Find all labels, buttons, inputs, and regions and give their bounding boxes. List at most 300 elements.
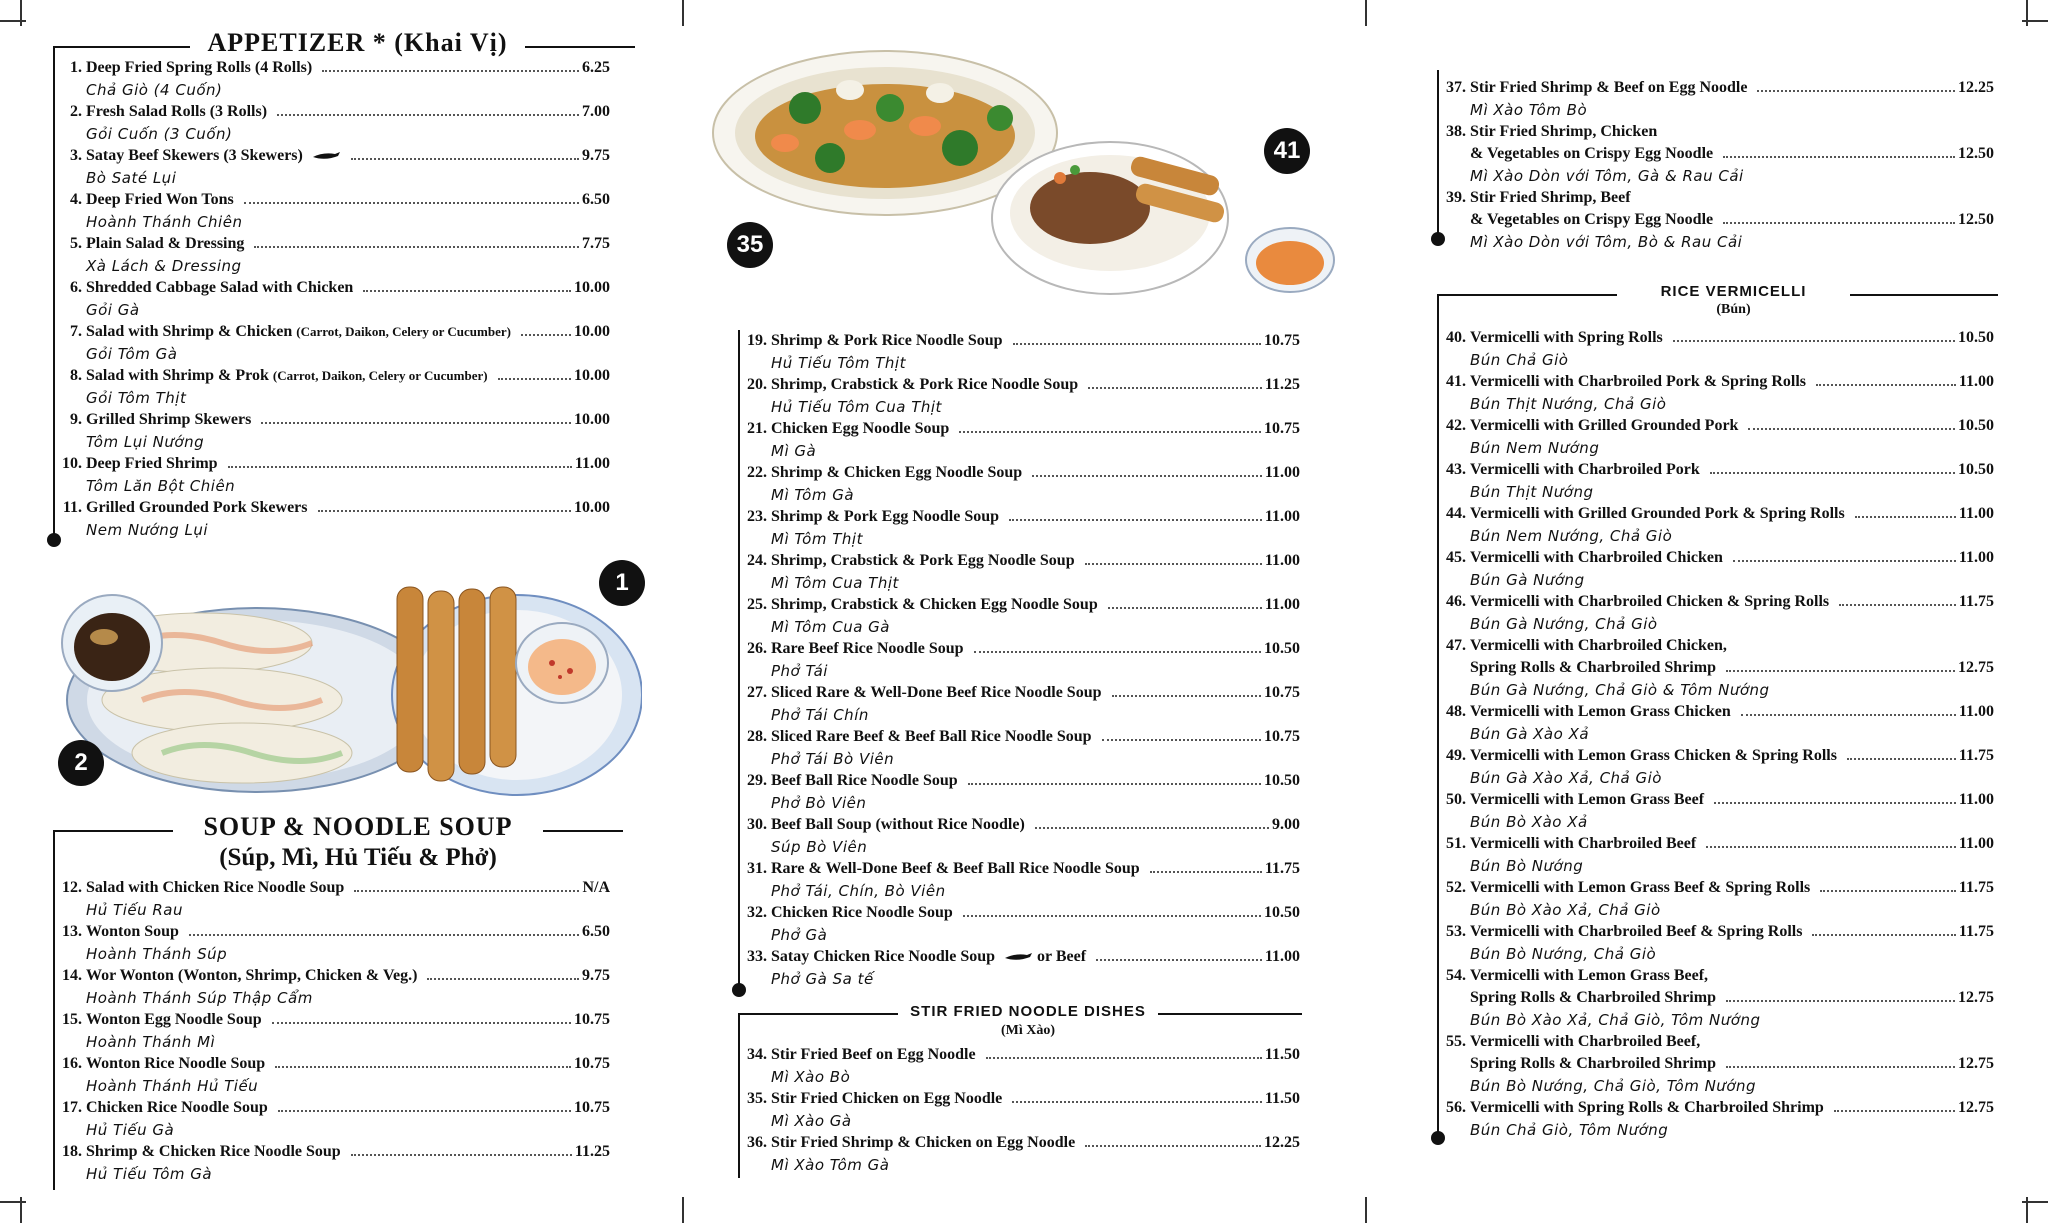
item-name	[86, 233, 244, 255]
item-vietnamese-name: Gỏi Cuốn (3 Cuốn)	[86, 125, 233, 143]
photo-badge-2: 2	[58, 740, 104, 786]
item-vietnamese-name: Bún Bò Xào Xả, Chả Giò, Tôm Nướng	[1470, 1011, 1761, 1029]
item-vietnamese-name: Nem Nướng Lụi	[86, 521, 209, 539]
item-price: 12.75	[1958, 989, 1994, 1006]
item-name	[1470, 833, 1696, 855]
item-number: 21.	[747, 420, 767, 437]
item-number: 51.	[1446, 835, 1466, 852]
item-price: 11.00	[574, 455, 610, 472]
item-name-text: Vermicelli with Charbroiled Chicken,	[1470, 637, 1727, 654]
menu-item	[747, 550, 1300, 594]
item-name	[86, 277, 353, 299]
item-name	[86, 1097, 268, 1119]
menu-item	[62, 877, 610, 921]
item-number: 34.	[747, 1046, 767, 1063]
menu-item-line	[747, 858, 1300, 880]
item-price: 10.00	[574, 411, 610, 428]
item-number: 19.	[747, 332, 767, 349]
item-price: 10.75	[574, 1055, 610, 1072]
item-name	[771, 418, 949, 440]
dot-leader	[1085, 1145, 1261, 1147]
item-price: 11.00	[1958, 373, 1994, 390]
item-number: 7.	[70, 323, 82, 340]
item-price: 11.75	[1958, 593, 1994, 610]
dot-leader	[1096, 959, 1262, 961]
item-name	[1470, 547, 1723, 569]
crop-mark	[1365, 1197, 1367, 1223]
menu-item-line	[747, 594, 1300, 616]
item-price: 10.75	[1264, 332, 1300, 349]
vermicelli-title: RICE VERMICELLI	[1660, 283, 1807, 300]
dot-leader	[351, 1154, 572, 1156]
item-number: 5.	[70, 235, 82, 252]
item-number: 6.	[70, 279, 82, 296]
item-vietnamese-name: Mì Tôm Cua Thịt	[771, 574, 899, 592]
dot-leader	[363, 290, 571, 292]
dot-leader	[1009, 519, 1262, 521]
menu-item	[62, 497, 610, 541]
menu-item-line	[1446, 745, 1994, 767]
item-name-text: Shrimp & Pork Egg Noodle Soup	[771, 508, 1000, 525]
menu-item-line	[1446, 591, 1994, 613]
menu-item	[747, 770, 1300, 814]
item-name	[1470, 77, 1747, 99]
item-price: 11.00	[1264, 596, 1300, 613]
item-name-text: Beef Ball Rice Noodle Soup	[771, 772, 958, 789]
item-name	[1470, 877, 1810, 899]
item-price: 10.00	[574, 279, 610, 296]
item-name-continued: Spring Rolls & Charbroiled Shrimp	[1470, 659, 1716, 676]
crop-mark	[0, 1201, 26, 1203]
menu-item-line	[1446, 143, 1994, 165]
item-name	[1470, 1097, 1824, 1119]
item-number: 44.	[1446, 505, 1466, 522]
item-name	[1470, 327, 1663, 349]
item-number: 14.	[62, 967, 82, 984]
item-name	[86, 1009, 262, 1031]
item-price: 12.50	[1958, 211, 1994, 228]
item-price: 10.50	[1264, 904, 1300, 921]
menu-item-line	[62, 189, 610, 211]
item-number: 26.	[747, 640, 767, 657]
item-price: 12.25	[1958, 79, 1994, 96]
item-price: 12.50	[1958, 145, 1994, 162]
item-vietnamese-name: Bún Bò Nướng, Chả Giò, Tôm Nướng	[1470, 1077, 1757, 1095]
item-name-text: Chicken Rice Noodle Soup	[86, 1099, 268, 1116]
item-price: 6.50	[582, 923, 610, 940]
item-name	[1470, 635, 1727, 657]
item-name-text: Grilled Shrimp Skewers	[86, 411, 252, 428]
item-name	[1470, 503, 1845, 525]
item-vietnamese-name: Bún Gà Nướng, Chả Giò	[1470, 615, 1658, 633]
item-price: 9.75	[582, 147, 610, 164]
noodle-photo	[710, 48, 1350, 308]
menu-item	[62, 1009, 610, 1053]
item-name	[86, 101, 267, 123]
item-number: 47.	[1446, 637, 1466, 654]
item-price: 11.50	[1264, 1046, 1300, 1063]
item-name-text: Wonton Rice Noodle Soup	[86, 1055, 266, 1072]
item-name-text: Deep Fried Spring Rolls (4 Rolls)	[86, 59, 313, 76]
item-vietnamese-name: Hủ Tiếu Tôm Gà	[86, 1165, 213, 1183]
item-name	[1470, 1031, 1700, 1053]
menu-item	[1446, 833, 1994, 877]
menu-item	[747, 1132, 1300, 1176]
menu-item	[62, 57, 610, 101]
item-price: 11.00	[1958, 505, 1994, 522]
item-vietnamese-name: Phở Tái Chín	[771, 706, 869, 724]
dot-leader	[1012, 1101, 1262, 1103]
menu-item-line	[62, 57, 610, 79]
menu-item-line	[62, 277, 610, 299]
item-name	[1470, 121, 1657, 143]
soup-bracket-continued	[738, 330, 740, 990]
item-price: 7.75	[582, 235, 610, 252]
menu-item-line	[1446, 877, 1994, 899]
bracket-dot	[732, 983, 746, 997]
item-vietnamese-name: Mì Tôm Gà	[771, 486, 855, 504]
item-name-text: Shrimp, Crabstick & Pork Egg Noodle Soup	[771, 552, 1075, 569]
item-number: 23.	[747, 508, 767, 525]
item-vietnamese-name: Hủ Tiếu Gà	[86, 1121, 175, 1139]
menu-item	[747, 1044, 1300, 1088]
item-price: 11.00	[1264, 552, 1300, 569]
menu-item-line	[1446, 833, 1994, 855]
item-name-text: Vermicelli with Charbroiled Chicken	[1470, 549, 1723, 566]
menu-item	[62, 101, 610, 145]
item-number: 49.	[1446, 747, 1466, 764]
item-vietnamese-name: Hoành Thánh Hủ Tiếu	[86, 1077, 259, 1095]
dot-leader	[277, 114, 579, 116]
item-name-text: Stir Fried Shrimp, Beef	[1470, 189, 1631, 206]
item-name-text: Shrimp & Chicken Rice Noodle Soup	[86, 1143, 341, 1160]
item-number: 16.	[62, 1055, 82, 1072]
dot-leader	[189, 934, 579, 936]
menu-item	[747, 418, 1300, 462]
item-name-continued: & Vegetables on Crispy Egg Noodle	[1470, 145, 1714, 162]
item-name-text: Sliced Rare Beef & Beef Ball Rice Noodle Soup	[771, 728, 1092, 745]
menu-item	[1446, 503, 1994, 547]
item-vietnamese-name: Bún Bò Nướng	[1470, 857, 1584, 875]
item-number: 50.	[1446, 791, 1466, 808]
item-vietnamese-name: Hoành Thánh Súp	[86, 945, 228, 963]
title-rule	[543, 830, 623, 832]
item-price: 11.00	[1958, 703, 1994, 720]
item-number: 45.	[1446, 549, 1466, 566]
dot-leader	[1723, 222, 1955, 224]
item-price: 10.50	[1264, 772, 1300, 789]
menu-item-line	[62, 365, 610, 387]
item-number: 18.	[62, 1143, 82, 1160]
item-number: 29.	[747, 772, 767, 789]
item-number: 2.	[70, 103, 82, 120]
item-price: 11.75	[1958, 923, 1994, 940]
item-name-text: Vermicelli with Grilled Grounded Pork	[1470, 417, 1739, 434]
item-vietnamese-name: Bún Gà Xào Xả, Chả Giò	[1470, 769, 1662, 787]
soup-list-a	[62, 877, 610, 1185]
menu-item-line	[747, 1088, 1300, 1110]
item-name-text: Wonton Egg Noodle Soup	[86, 1011, 262, 1028]
item-name-text: Wor Wonton (Wonton, Shrimp, Chicken & Veg.)	[86, 967, 418, 984]
item-vietnamese-name: Mì Xào Dòn với Tôm, Bò & Rau Cải	[1470, 233, 1743, 251]
item-vietnamese-name: Mì Xào Tôm Bò	[1470, 101, 1588, 119]
dot-leader	[1816, 384, 1956, 386]
vermicelli-list	[1446, 327, 1994, 1141]
item-vietnamese-name: Mì Xào Gà	[771, 1112, 852, 1130]
item-name-text: Vermicelli with Lemon Grass Beef	[1470, 791, 1705, 808]
item-name	[86, 189, 234, 211]
item-vietnamese-name: Gỏi Gà	[86, 301, 140, 319]
menu-item-line	[1446, 701, 1994, 723]
item-name	[771, 330, 1003, 352]
stirfried-list-a	[747, 1044, 1300, 1176]
bracket-dot	[1431, 1131, 1445, 1145]
item-name-text: Fresh Salad Rolls (3 Rolls)	[86, 103, 268, 120]
item-vietnamese-name: Bún Bò Xào Xả	[1470, 813, 1588, 831]
menu-item	[62, 1141, 610, 1185]
item-name	[771, 1088, 1002, 1110]
menu-item-line	[1446, 547, 1994, 569]
item-name	[86, 453, 218, 475]
item-vietnamese-name: Phở Bò Viên	[771, 794, 867, 812]
item-vietnamese-name: Hoành Thánh Súp Thập Cẩm	[86, 989, 313, 1007]
dot-leader	[278, 1110, 571, 1112]
soup-subtitle: (Súp, Mì, Hủ Tiếu & Phở)	[219, 844, 497, 871]
dot-leader	[1839, 604, 1956, 606]
menu-item	[1446, 591, 1994, 635]
item-name-text: Stir Fried Shrimp & Beef on Egg Noodle	[1470, 79, 1748, 96]
item-number: 56.	[1446, 1099, 1466, 1116]
soup-title: SOUP & NOODLE SOUP	[203, 812, 513, 841]
menu-item-line	[1446, 327, 1994, 349]
menu-item	[747, 1088, 1300, 1132]
item-vietnamese-name: Bún Thịt Nướng	[1470, 483, 1594, 501]
appetizer-title: APPETIZER * (Khai Vị)	[207, 28, 508, 57]
item-number: 9.	[70, 411, 82, 428]
item-price: 10.50	[1264, 640, 1300, 657]
photo-badge-41: 41	[1264, 128, 1310, 174]
crop-mark	[682, 0, 684, 26]
item-vietnamese-name: Phở Gà	[771, 926, 828, 944]
soup-list-b	[747, 330, 1300, 990]
menu-item-line	[62, 921, 610, 943]
item-number: 17.	[62, 1099, 82, 1116]
menu-item	[1446, 877, 1994, 921]
item-price: 10.75	[574, 1011, 610, 1028]
item-name-text: Grilled Grounded Pork Skewers	[86, 499, 308, 516]
item-name-text: Satay Chicken Rice Noodle Soup	[771, 948, 996, 965]
item-vietnamese-name: Mì Gà	[771, 442, 817, 460]
menu-item-line	[747, 506, 1300, 528]
menu-item-line	[62, 877, 610, 899]
dot-leader	[272, 1022, 571, 1024]
item-name-text: Deep Fried Shrimp	[86, 455, 218, 472]
dot-leader	[1820, 890, 1956, 892]
item-name-text: Vermicelli with Charbroiled Beef	[1470, 835, 1697, 852]
item-name	[1470, 187, 1631, 209]
item-number: 38.	[1446, 123, 1466, 140]
menu-item	[62, 233, 610, 277]
item-name	[771, 374, 1078, 396]
dot-leader	[1706, 846, 1956, 848]
dot-leader	[1108, 607, 1262, 609]
dot-leader	[354, 890, 579, 892]
dot-leader	[1723, 156, 1955, 158]
dot-leader	[974, 651, 1261, 653]
item-name-text: Vermicelli with Charbroiled Chicken & Spring Rolls	[1470, 593, 1830, 610]
menu-item	[1446, 547, 1994, 591]
dot-leader	[1035, 827, 1269, 829]
item-price: 10.00	[574, 367, 610, 384]
item-name	[86, 497, 308, 519]
dot-leader	[254, 246, 579, 248]
menu-item-line	[1446, 987, 1994, 1009]
menu-item-line	[1446, 1053, 1994, 1075]
item-name-text: Rare Beef Rice Noodle Soup	[771, 640, 964, 657]
dot-leader	[1741, 714, 1956, 716]
item-number: 42.	[1446, 417, 1466, 434]
dot-leader	[1112, 695, 1262, 697]
item-vietnamese-name: Tôm Lăn Bột Chiên	[86, 477, 236, 495]
item-number: 10.	[62, 455, 82, 472]
item-price: 10.75	[1264, 684, 1300, 701]
item-number: 30.	[747, 816, 767, 833]
item-price: N/A	[582, 879, 610, 896]
menu-item	[1446, 327, 1994, 371]
appetizer-list	[62, 57, 610, 541]
menu-item-line	[747, 682, 1300, 704]
item-name	[771, 682, 1102, 704]
item-name-text: Vermicelli with Charbroiled Beef,	[1470, 1033, 1701, 1050]
item-name-continued: Spring Rolls & Charbroiled Shrimp	[1470, 989, 1716, 1006]
dot-leader	[322, 70, 579, 72]
item-vietnamese-name: Hoành Thánh Chiên	[86, 213, 243, 231]
menu-item-line	[747, 946, 1300, 968]
item-price: 10.75	[574, 1099, 610, 1116]
item-vietnamese-name: Phở Tái	[771, 662, 828, 680]
menu-item	[1446, 921, 1994, 965]
item-price: 11.00	[1958, 549, 1994, 566]
menu-item	[62, 921, 610, 965]
menu-item-line	[1446, 187, 1994, 209]
dot-leader	[244, 202, 579, 204]
dot-leader	[318, 510, 572, 512]
item-vietnamese-name: Mì Xào Bò	[771, 1068, 851, 1086]
menu-item-line	[1446, 209, 1994, 231]
item-number: 36.	[747, 1134, 767, 1151]
menu-item-line	[747, 374, 1300, 396]
item-price: 6.50	[582, 191, 610, 208]
crop-mark	[682, 1197, 684, 1223]
menu-item-line	[62, 233, 610, 255]
item-name	[771, 858, 1140, 880]
crop-mark	[0, 20, 26, 22]
item-name-text: Stir Fried Chicken on Egg Noodle	[771, 1090, 1003, 1107]
item-price: 9.00	[1272, 816, 1300, 833]
item-price: 11.00	[1264, 508, 1300, 525]
item-name-text: Sliced Rare & Well-Done Beef Rice Noodle Soup	[771, 684, 1102, 701]
menu-item	[1446, 789, 1994, 833]
menu-item	[747, 594, 1300, 638]
dot-leader	[1673, 340, 1955, 342]
dot-leader	[963, 915, 1261, 917]
item-vietnamese-name: Hoành Thánh Mì	[86, 1033, 216, 1051]
menu-item	[1446, 965, 1994, 1031]
dot-leader	[521, 334, 571, 336]
item-name-text: Chicken Egg Noodle Soup	[771, 420, 950, 437]
menu-item	[747, 330, 1300, 374]
menu-item-line	[1446, 459, 1994, 481]
photo-badge-35: 35	[727, 222, 773, 268]
menu-item-line	[62, 145, 610, 167]
bracket-dot	[47, 533, 61, 547]
item-name-text: Stir Fried Beef on Egg Noodle	[771, 1046, 976, 1063]
menu-item-line	[1446, 789, 1994, 811]
item-name	[771, 770, 958, 792]
menu-item	[62, 321, 610, 365]
crop-mark	[2022, 20, 2048, 22]
item-price: 10.50	[1958, 417, 1994, 434]
item-price: 11.75	[1958, 879, 1994, 896]
item-name	[1470, 745, 1837, 767]
menu-item-line	[1446, 371, 1994, 393]
item-number: 31.	[747, 860, 767, 877]
menu-item	[62, 965, 610, 1009]
item-vietnamese-name: Mì Tôm Thịt	[771, 530, 863, 548]
menu-item	[747, 902, 1300, 946]
item-name-text: Deep Fried Won Tons	[86, 191, 234, 208]
item-name-text: Vermicelli with Charbroiled Beef & Spring Rolls	[1470, 923, 1803, 940]
menu-item-line	[747, 638, 1300, 660]
item-name	[771, 506, 999, 528]
item-number: 41.	[1446, 373, 1466, 390]
menu-item-line	[1446, 77, 1994, 99]
item-price: 12.75	[1958, 1099, 1994, 1116]
dot-leader	[1714, 802, 1956, 804]
item-name-text: Stir Fried Shrimp & Chicken on Egg Noodle	[771, 1134, 1076, 1151]
dot-leader	[498, 378, 571, 380]
menu-item	[62, 145, 610, 189]
item-number: 8.	[70, 367, 82, 384]
stirfried-list-b	[1446, 77, 1994, 253]
dot-leader	[275, 1066, 571, 1068]
menu-item-line	[62, 101, 610, 123]
item-name-text: Shrimp & Chicken Egg Noodle Soup	[771, 464, 1023, 481]
item-number: 25.	[747, 596, 767, 613]
item-price: 11.00	[1958, 835, 1994, 852]
menu-item-line	[747, 726, 1300, 748]
menu-item-line	[1446, 503, 1994, 525]
item-vietnamese-name: Bún Chả Giò, Tôm Nướng	[1470, 1121, 1669, 1139]
item-number: 54.	[1446, 967, 1466, 984]
item-vietnamese-name: Phở Tái Bò Viên	[771, 750, 895, 768]
menu-item	[747, 726, 1300, 770]
item-name-text: Vermicelli with Charbroiled Pork & Spring Rolls	[1470, 373, 1806, 390]
stirfried-subtitle: (Mì Xào)	[1000, 1023, 1056, 1038]
item-name-text: Shredded Cabbage Salad with Chicken	[86, 279, 354, 296]
item-name	[86, 877, 344, 899]
dot-leader	[228, 466, 572, 468]
item-name-text: Wonton Soup	[86, 923, 179, 940]
dot-leader	[1847, 758, 1956, 760]
item-vietnamese-name: Hủ Tiếu Rau	[86, 901, 184, 919]
menu-item-line	[747, 462, 1300, 484]
menu-item-line	[747, 1044, 1300, 1066]
menu-item	[747, 682, 1300, 726]
menu-item-line	[62, 965, 610, 987]
menu-item	[747, 506, 1300, 550]
item-name-text: Satay Beef Skewers (3 Skewers)	[86, 147, 303, 164]
